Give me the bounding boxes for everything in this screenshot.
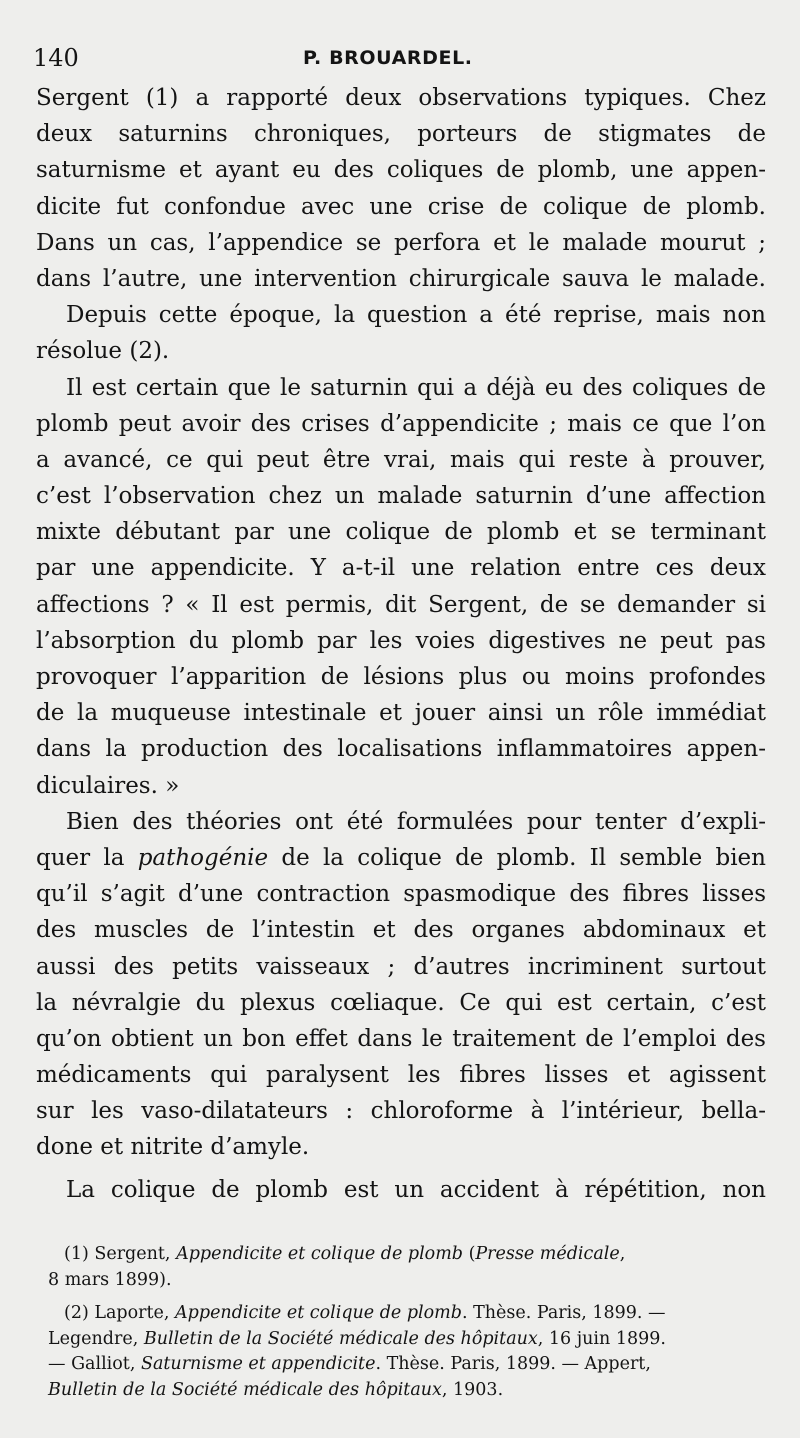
footnote-2-line (48, 1327, 770, 1353)
text-line: dans l’autre, une intervention chirurgicale sauva le malade. (36, 265, 766, 292)
text-line: La colique de plomb est un accident à répétition, non (66, 1176, 766, 1203)
text-line: Bien des théories ont été formulées pour tenter d’expli- (66, 808, 766, 835)
italic-title: Presse médicale (475, 1244, 620, 1264)
text-line: deux saturnins chroniques, porteurs de stigmates de (36, 121, 766, 148)
text-run: (1) Sergent, (64, 1244, 177, 1264)
page-number: 140 (33, 44, 79, 72)
italic-title: Bulletin de la Société médicale des hôpitaux (48, 1379, 442, 1400)
text-run: , 16 juin 1899. (537, 1328, 666, 1349)
italic-title: Bulletin de la Société médicale des hôpitaux (143, 1328, 538, 1349)
text-line: qu’on obtient un bon effet dans le traitement de l’emploi des (36, 1025, 766, 1052)
text-run: . Thèse. Paris, 1899. — Appert, (375, 1354, 651, 1374)
italic-title: Saturnisme et appendicite (140, 1354, 376, 1374)
text-line: saturnisme et ayant eu des coliques de plomb, une appen- (36, 157, 766, 184)
text-line: done et nitrite d’amyle. (36, 1134, 310, 1161)
text-line: c’est l’observation chez un malade saturnin d’une affection (36, 483, 766, 510)
text-run: , 1903. (441, 1379, 504, 1400)
page-header (33, 40, 760, 76)
text-run: — Galliot, (48, 1354, 141, 1374)
footnote-2-line (48, 1378, 770, 1404)
text-line: affections ? « Il est permis, dit Sergent, de se demander si (36, 591, 766, 618)
text-line: a avancé, ce qui peut être vrai, mais qui reste à prouver, (36, 446, 766, 473)
text-run: , (619, 1244, 626, 1264)
text-line: Sergent (1) a rapporté deux observations typiques. Chez (36, 85, 766, 111)
footnotes (48, 1242, 770, 1403)
text-line: mixte débutant par une colique de plomb et se terminant (36, 519, 766, 546)
footnote-1-line: 8 mars 1899). (48, 1269, 172, 1290)
text-line: provoquer l’apparition de lésions plus ou moins profondes (36, 664, 766, 690)
italic-title: Appendicite et colique de plomb (176, 1244, 464, 1264)
text-line: Il est certain que le saturnin qui a déjà eu des coliques de (66, 374, 766, 401)
text-line: par une appendicite. Y a-t-il une relation entre ces deux (36, 555, 766, 582)
italic-term: pathogénie (137, 844, 269, 871)
text-line: diculaires. » (36, 772, 180, 799)
text-run: (2) Laporte, (64, 1303, 176, 1323)
text-line: Depuis cette époque, la question a été reprise, mais non (66, 302, 766, 329)
text-line: médicaments qui paralysent les fibres lisses et agissent (36, 1062, 766, 1089)
text-line: plomb peut avoir des crises d’appendicite ; mais ce que l’on (36, 410, 766, 437)
spacer (48, 1293, 770, 1301)
text-line: des muscles de l’intestin et des organes abdominaux et (36, 917, 766, 944)
text-line: aussi des petits vaisseaux ; d’autres incriminent surtout (36, 953, 766, 980)
text-run: ( (463, 1244, 476, 1264)
text-line (36, 840, 766, 876)
text-line: Dans un cas, l’appendice se perfora et le malade mourut ; (36, 229, 766, 256)
text-line: la névralgie du plexus cœliaque. Ce qui est certain, c’est (36, 989, 766, 1016)
italic-title: Appendicite et colique de plomb (175, 1303, 462, 1323)
text-run: de la colique de plomb. Il semble bien (268, 844, 766, 871)
text-line: dicite fut confondue avec une crise de colique de plomb. (36, 193, 766, 220)
footnote-2-line (48, 1301, 770, 1327)
text-line: dans la production des localisations inflammatoires appen- (36, 736, 766, 763)
text-line: de la muqueuse intestinale et jouer ainsi un rôle immédiat (36, 700, 766, 727)
text-line: résolue (2). (36, 338, 170, 365)
text-line: l’absorption du plomb par les voies digestives ne peut pas (36, 627, 766, 654)
main-text (36, 80, 766, 1208)
text-run: . Thèse. Paris, 1899. — (461, 1303, 666, 1323)
running-head: P. BROUARDEL. (303, 47, 473, 69)
text-run: Legendre, (48, 1328, 144, 1349)
text-line: sur les vaso-dilatateurs : chloroforme à l’intérieur, bella- (36, 1098, 766, 1125)
footnote-1-line (48, 1242, 770, 1268)
text-line: qu’il s’agit d’une contraction spasmodique des fibres lisses (36, 881, 766, 908)
text-run: quer la (36, 844, 138, 871)
footnote-2-line (48, 1352, 770, 1378)
